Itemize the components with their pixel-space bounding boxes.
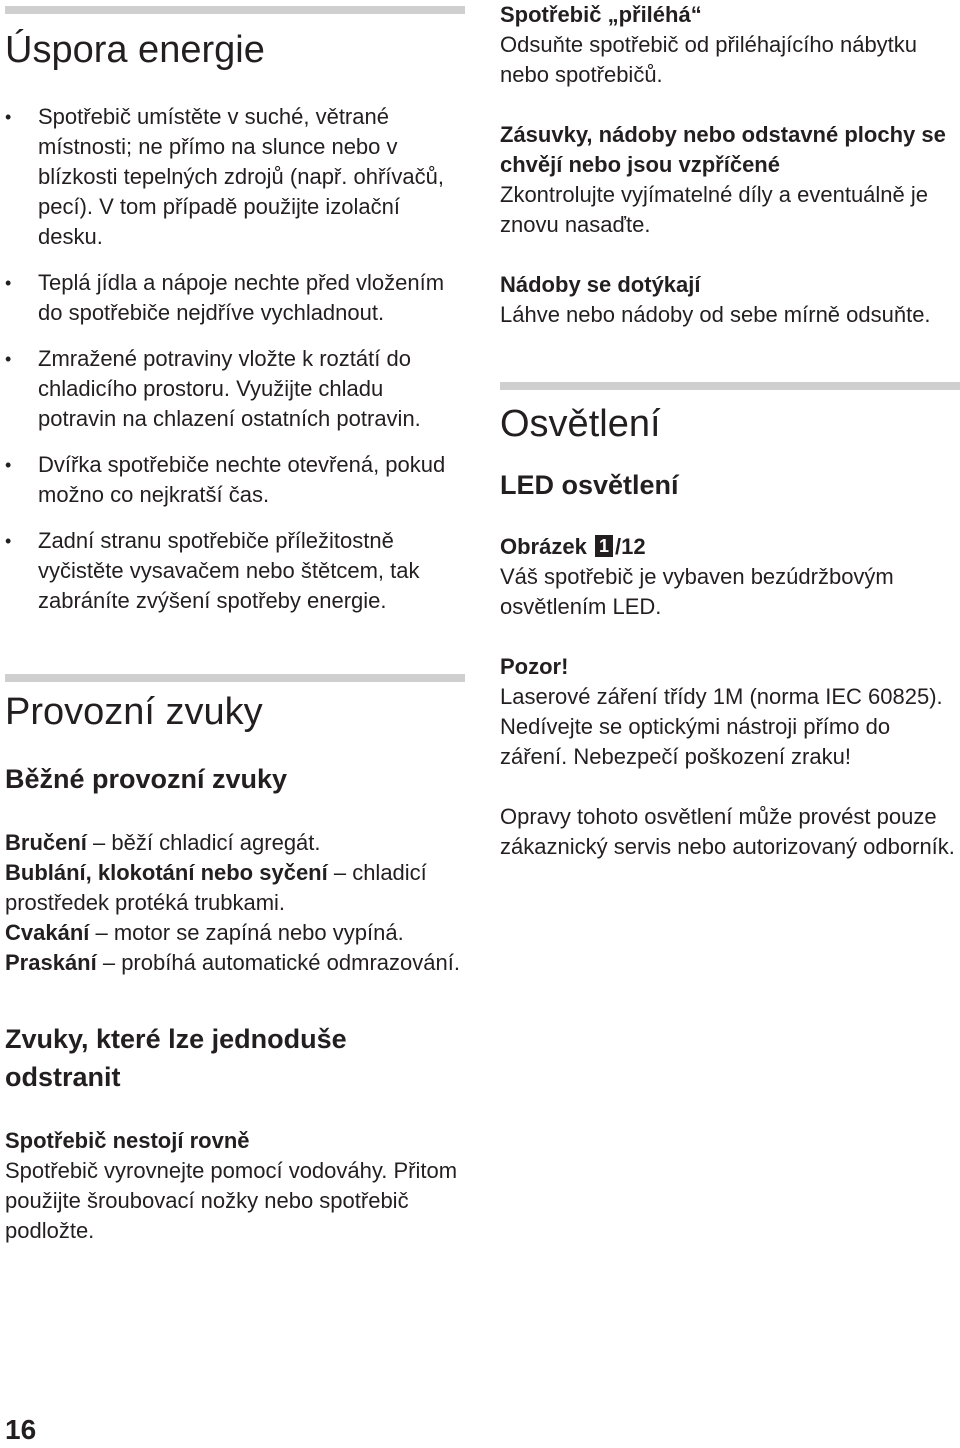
figure-page-ref: /12 xyxy=(614,534,646,559)
noise-term: Cvakání xyxy=(5,920,90,945)
repair-note: Opravy tohoto osvětlení může provést pouze zákaznický servis nebo autorizovaný odborník. xyxy=(500,804,955,859)
list-item: • Zadní stranu spotřebiče příležitostně vyčistěte vysavačem nebo štětcem, tak zabráníte zvýšení spotřeby energie. xyxy=(5,526,465,616)
noise-item xyxy=(5,858,465,918)
figure-label: Obrázek xyxy=(500,534,587,559)
section-divider xyxy=(500,382,960,390)
noise-term: Bručení xyxy=(5,830,87,855)
list-item: • Zmražené potraviny vložte k roztátí do chladicího prostoru. Využijte chladu potravin na chlazení ostatních potravin. xyxy=(5,344,465,434)
section-title-energy: Úspora energie xyxy=(5,29,265,71)
section-title-noises: Provozní zvuky xyxy=(5,691,263,733)
section-divider xyxy=(5,6,465,14)
noise-desc: – běží chladicí agregát. xyxy=(86,830,321,855)
right-column xyxy=(500,0,960,862)
figure-reference xyxy=(500,532,960,562)
noise-item xyxy=(5,828,465,858)
warning-text: Laserové záření třídy 1M (norma IEC 60825). Nedívejte se optickými nástroji přímo do záření. Nebezpečí poškození zraku! xyxy=(500,684,943,769)
figure-number-badge: 1 xyxy=(595,535,613,557)
left-column xyxy=(5,0,465,1246)
fix-text: Odsuňte spotřebič od přiléhajícího nábytku nebo spotřebičů. xyxy=(500,32,918,87)
list-item: • Dvířka spotřebiče nechte otevřená, pokud možno co nejkratší čas. xyxy=(5,450,465,510)
fix-title: Nádoby se dotýkají xyxy=(500,272,701,297)
energy-tips-list xyxy=(5,102,465,616)
fix-text: Spotřebič vyrovnejte pomocí vodováhy. Přitom použijte šroubovací nožky nebo spotřebič podložte. xyxy=(5,1158,458,1243)
subsection-title-fixable-noises: Zvuky, které lze jednoduše odstranit xyxy=(5,1024,347,1092)
noise-list xyxy=(5,828,465,978)
subsection-title-led: LED osvětlení xyxy=(500,470,679,500)
list-item: • Spotřebič umístěte v suché, větrané místnosti; ne přímo na slunce nebo v blízkosti tepelných zdrojů (např. ohřívačů, pecí). V tom případě použijte izolační desku. xyxy=(5,102,465,252)
subsection-title-normal-noises: Běžné provozní zvuky xyxy=(5,764,288,794)
noise-desc: – motor se zapíná nebo vypíná. xyxy=(89,920,404,945)
warning-title: Pozor! xyxy=(500,654,569,679)
fix-title: Zásuvky, nádoby nebo odstavné plochy se chvějí nebo jsou vzpříčené xyxy=(500,122,946,177)
noise-desc: – probíhá automatické odmrazování. xyxy=(96,950,460,975)
noise-term: Bublání, klokotání nebo syčení xyxy=(5,860,328,885)
lighting-text: Váš spotřebič je vybaven bezúdržbovým osvětlením LED. xyxy=(500,564,894,619)
noise-item xyxy=(5,918,465,948)
fix-title: Spotřebič nestojí rovně xyxy=(5,1128,250,1153)
list-item: • Teplá jídla a nápoje nechte před vložením do spotřebiče nejdříve vychladnout. xyxy=(5,268,465,328)
section-divider xyxy=(5,674,465,682)
fix-text: Láhve nebo nádoby od sebe mírně odsuňte. xyxy=(500,302,931,327)
section-title-lighting: Osvětlení xyxy=(500,403,661,445)
noise-term: Praskání xyxy=(5,950,97,975)
noise-desc: – chladicí prostředek protéká trubkami. xyxy=(5,860,427,915)
noise-item xyxy=(5,948,465,978)
page-number: 16 xyxy=(5,1414,37,1445)
fix-title: Spotřebič „přiléhá“ xyxy=(500,2,702,27)
fix-text: Zkontrolujte vyjímatelné díly a eventuálně je znovu nasaďte. xyxy=(500,182,929,237)
